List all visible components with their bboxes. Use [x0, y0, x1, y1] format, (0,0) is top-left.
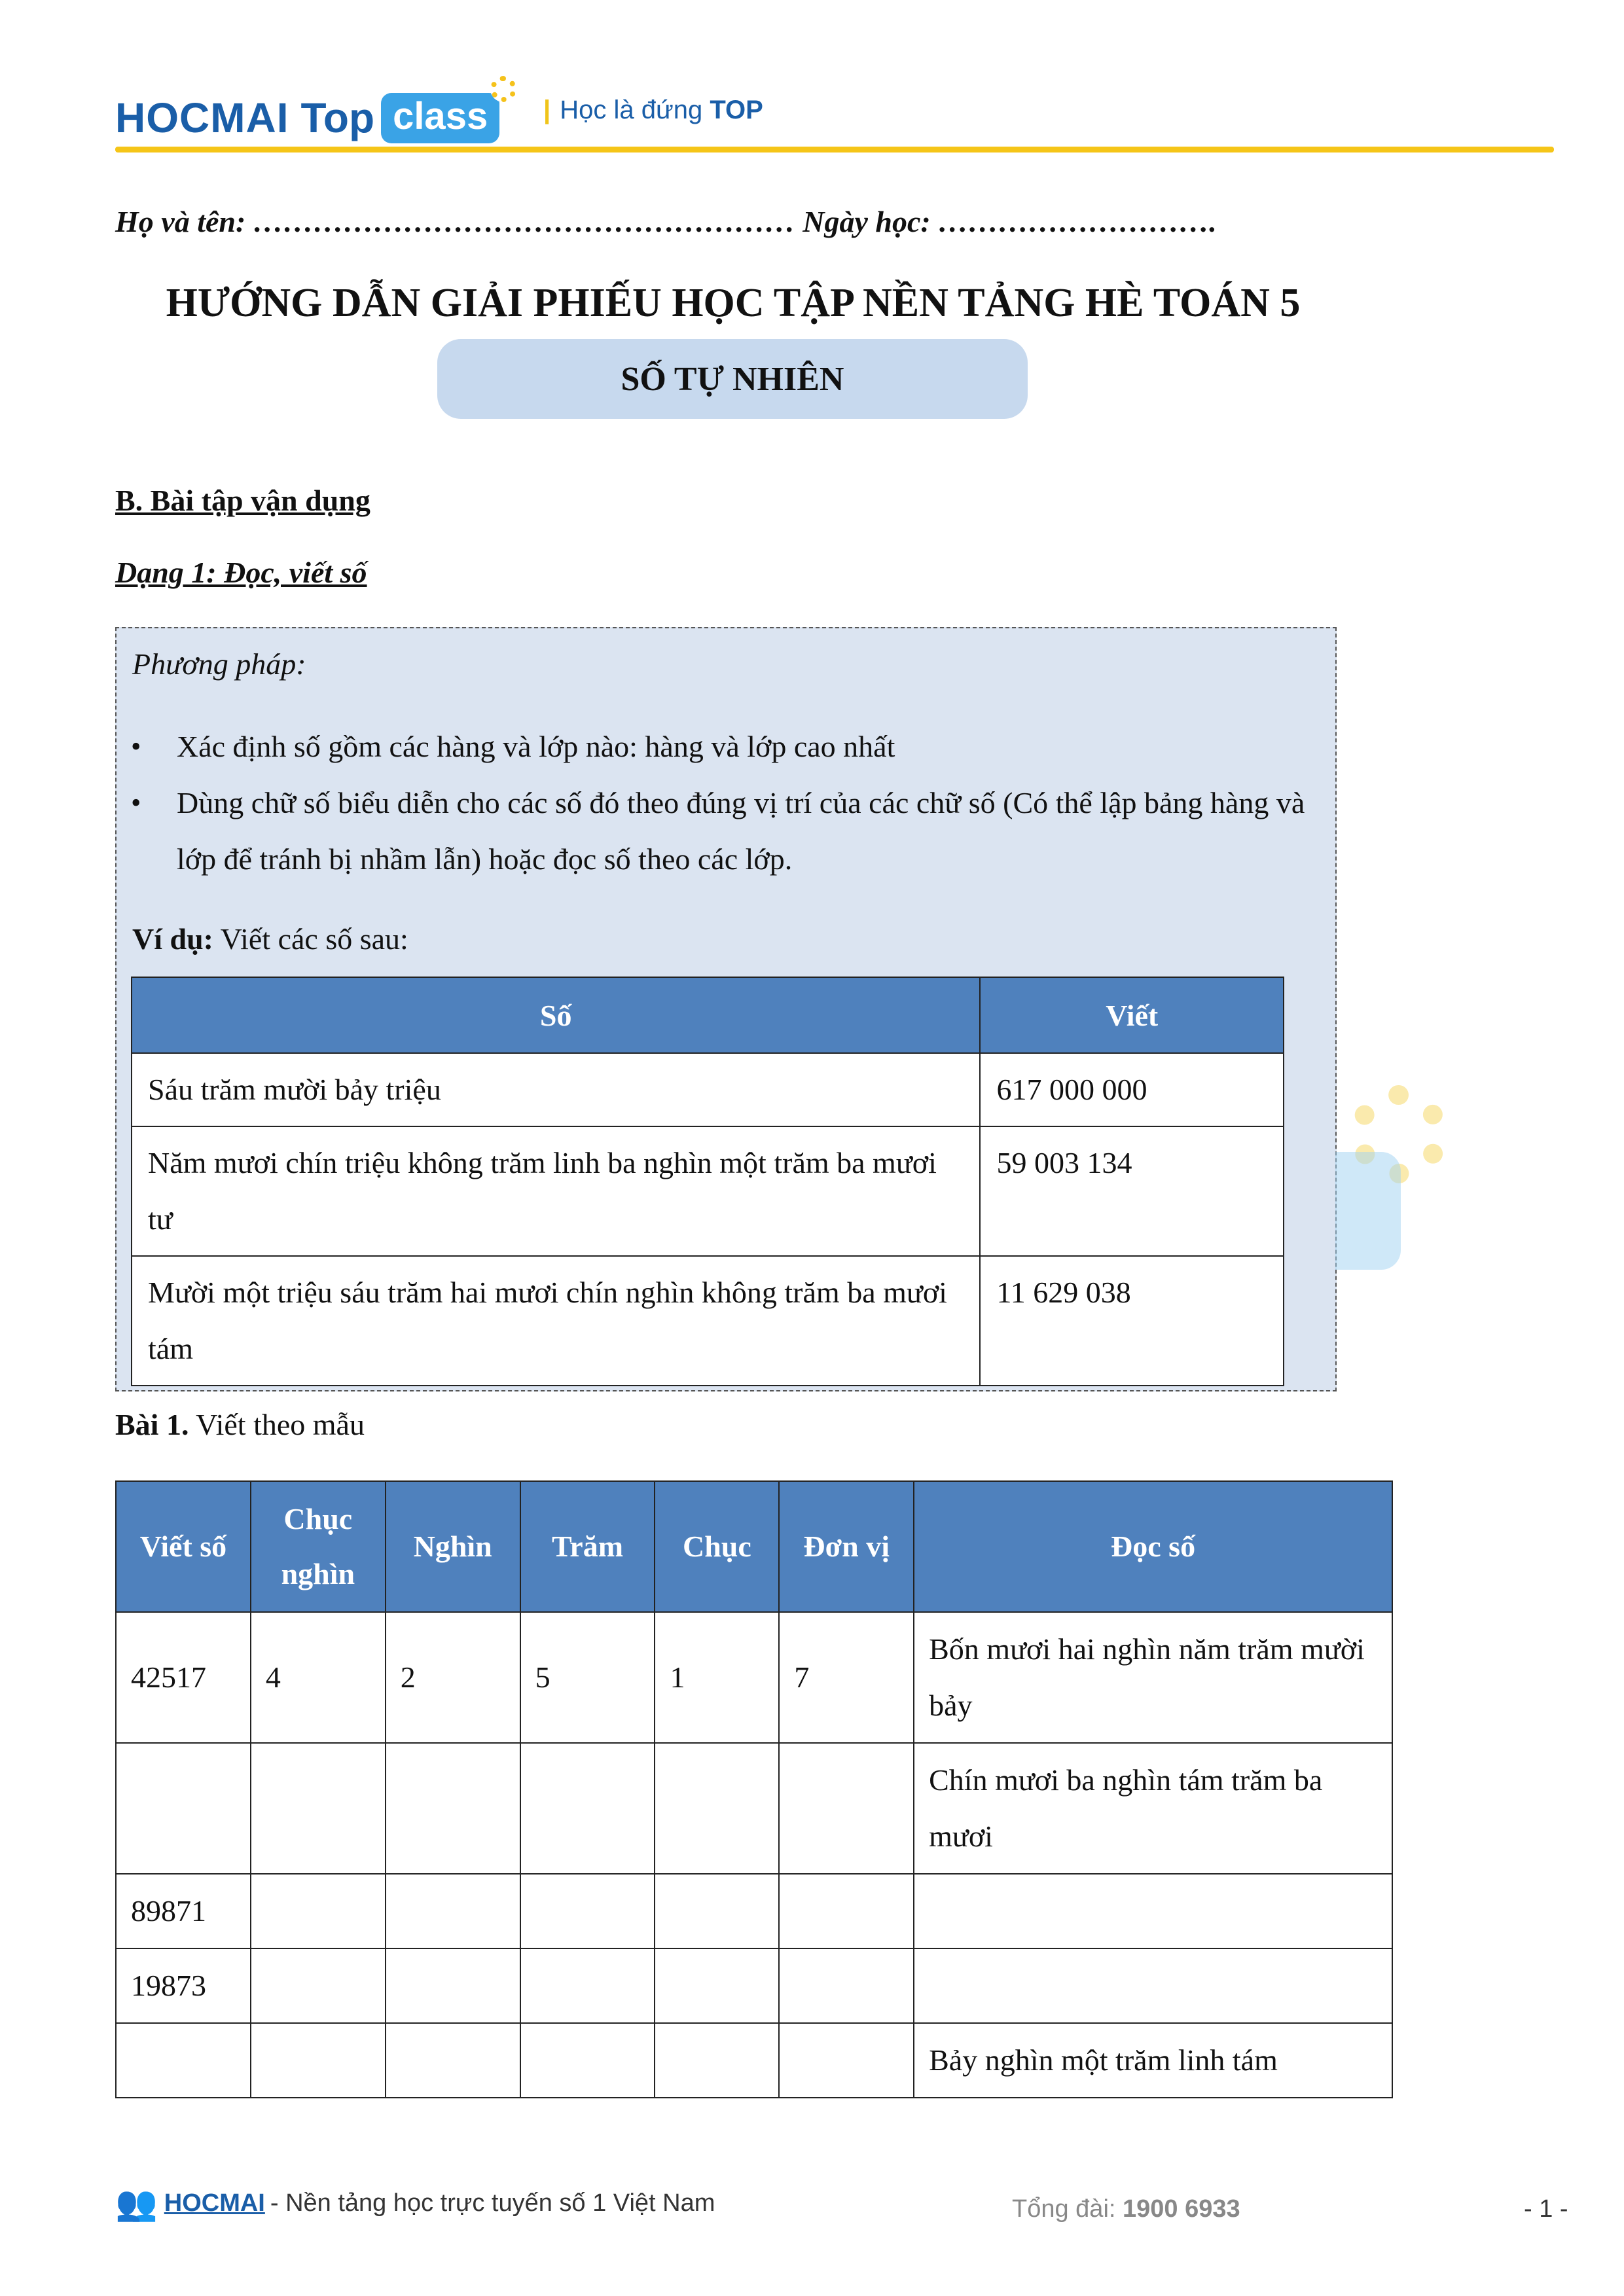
- column-header: Trăm: [520, 1481, 655, 1612]
- exercise-1-table: [115, 1480, 1393, 2098]
- exercise-1-label: Bài 1.: [115, 1408, 189, 1441]
- footer-brand: [115, 2183, 715, 2223]
- method-title: Phương pháp:: [132, 647, 306, 681]
- table-cell[interactable]: [520, 2023, 655, 2098]
- table-cell[interactable]: [655, 1743, 779, 1874]
- section-heading: B. Bài tập vận dụng: [115, 484, 370, 517]
- subtitle-banner: [437, 339, 1028, 419]
- table-row: [116, 2023, 1392, 2098]
- subtitle: SỐ TỰ NHIÊN: [621, 360, 844, 398]
- example-table: [131, 977, 1284, 1386]
- table-cell[interactable]: [386, 1948, 520, 2023]
- table-cell: 5: [520, 1612, 655, 1743]
- table-cell: 7: [779, 1612, 914, 1743]
- table-cell[interactable]: [386, 2023, 520, 2098]
- table-cell[interactable]: [386, 1743, 520, 1874]
- hocmai-topclass-logo: [115, 82, 499, 154]
- table-cell[interactable]: [655, 1948, 779, 2023]
- table-cell: 59 003 134: [980, 1126, 1284, 1256]
- table-cell[interactable]: [251, 1874, 386, 1948]
- table-row: [116, 1743, 1392, 1874]
- column-header: Chục nghìn: [251, 1481, 386, 1612]
- column-header: Đơn vị: [779, 1481, 914, 1612]
- column-header: Số: [132, 977, 980, 1053]
- logo-class-text: class: [393, 94, 488, 137]
- table-cell[interactable]: [655, 1874, 779, 1948]
- exercise-type-heading: Dạng 1: Đọc, viết số: [115, 556, 367, 589]
- example-line: [132, 922, 408, 956]
- table-cell[interactable]: [520, 1874, 655, 1948]
- table-cell: 42517: [116, 1612, 251, 1743]
- table-cell[interactable]: [116, 2023, 251, 2098]
- table-cell: Bảy nghìn một trăm linh tám: [914, 2023, 1392, 2098]
- exercise-1-text: Viết theo mẫu: [189, 1408, 365, 1441]
- tagline-separator: |: [543, 96, 551, 124]
- table-cell[interactable]: [251, 1743, 386, 1874]
- table-row: [116, 1948, 1392, 2023]
- table-row: [132, 1053, 1284, 1126]
- table-cell[interactable]: [520, 1948, 655, 2023]
- column-header: Viết: [980, 977, 1284, 1053]
- example-text: Viết các số sau:: [213, 922, 408, 956]
- tagline: [543, 96, 763, 125]
- table-cell: 89871: [116, 1874, 251, 1948]
- table-cell: Năm mươi chín triệu không trăm linh ba nghìn một trăm ba mươi tư: [132, 1126, 980, 1256]
- page-number: - 1 -: [1524, 2195, 1568, 2223]
- hotline-number: 1900 6933: [1123, 2195, 1240, 2223]
- table-cell[interactable]: [779, 1948, 914, 2023]
- table-row: [132, 1256, 1284, 1386]
- table-cell[interactable]: [251, 2023, 386, 2098]
- method-bullet: • Xác định số gồm các hàng và lớp nào: hàng và lớp cao nhất: [177, 719, 1316, 775]
- table-cell[interactable]: [116, 1743, 251, 1874]
- table-cell[interactable]: [779, 1743, 914, 1874]
- table-cell: 4: [251, 1612, 386, 1743]
- table-cell: 617 000 000: [980, 1053, 1284, 1126]
- table-cell: Sáu trăm mười bảy triệu: [132, 1053, 980, 1126]
- table-cell[interactable]: [251, 1948, 386, 2023]
- table-row: [116, 1612, 1392, 1743]
- table-cell[interactable]: [655, 2023, 779, 2098]
- tagline-text: Học là đứng: [560, 96, 710, 124]
- table-cell[interactable]: [779, 1874, 914, 1948]
- column-header: Nghìn: [386, 1481, 520, 1612]
- table-cell[interactable]: [386, 1874, 520, 1948]
- page-title: HƯỚNG DẪN GIẢI PHIẾU HỌC TẬP NỀN TẢNG HÈ TOÁN 5: [166, 281, 1301, 325]
- footer-brand-link[interactable]: HOCMAI: [164, 2189, 265, 2217]
- table-header-row: [132, 977, 1284, 1053]
- table-cell: Chín mươi ba nghìn tám trăm ba mươi: [914, 1743, 1392, 1874]
- footer-slogan: - Nền tảng học trực tuyến số 1 Việt Nam: [270, 2189, 715, 2217]
- table-cell: 19873: [116, 1948, 251, 2023]
- hotline-label: Tổng đài:: [1012, 2195, 1123, 2223]
- column-header: Chục: [655, 1481, 779, 1612]
- table-row: [116, 1874, 1392, 1948]
- table-cell: 11 629 038: [980, 1256, 1284, 1386]
- gear-icon: [490, 76, 516, 102]
- table-cell: 2: [386, 1612, 520, 1743]
- table-cell: Mười một triệu sáu trăm hai mươi chín nghìn không trăm ba mươi tám: [132, 1256, 980, 1386]
- table-cell[interactable]: [914, 1948, 1392, 2023]
- table-row: [132, 1126, 1284, 1256]
- table-cell[interactable]: [779, 2023, 914, 2098]
- student-info-line: Họ và tên: ……………………………………………… Ngày học: ……………………….: [115, 205, 1217, 238]
- method-bullet: • Dùng chữ số biểu diễn cho các số đó theo đúng vị trí của các chữ số (Có thể lập bảng hàng và lớp để tránh bị nhầm lẫn) hoặc đọc số theo các lớp.: [177, 775, 1316, 888]
- watermark-logo-fragment: [1335, 1152, 1401, 1270]
- example-label: Ví dụ:: [132, 922, 213, 956]
- table-cell[interactable]: [520, 1743, 655, 1874]
- hocmai-people-icon: 👥: [115, 2184, 158, 2223]
- footer-hotline: [1012, 2195, 1240, 2223]
- tagline-top: TOP: [710, 96, 763, 124]
- header-divider: [115, 147, 1554, 152]
- table-header-row: [116, 1481, 1392, 1612]
- column-header: Viết số: [116, 1481, 251, 1612]
- logo-top-text: Top: [300, 94, 375, 141]
- exercise-1-heading: [115, 1407, 365, 1442]
- column-header: Đọc số: [914, 1481, 1392, 1612]
- logo-hocmai-text: HOCMAI: [115, 94, 289, 141]
- table-cell[interactable]: [914, 1874, 1392, 1948]
- table-cell: 1: [655, 1612, 779, 1743]
- logo-class-badge: [381, 93, 499, 143]
- table-cell: Bốn mươi hai nghìn năm trăm mười bảy: [914, 1612, 1392, 1743]
